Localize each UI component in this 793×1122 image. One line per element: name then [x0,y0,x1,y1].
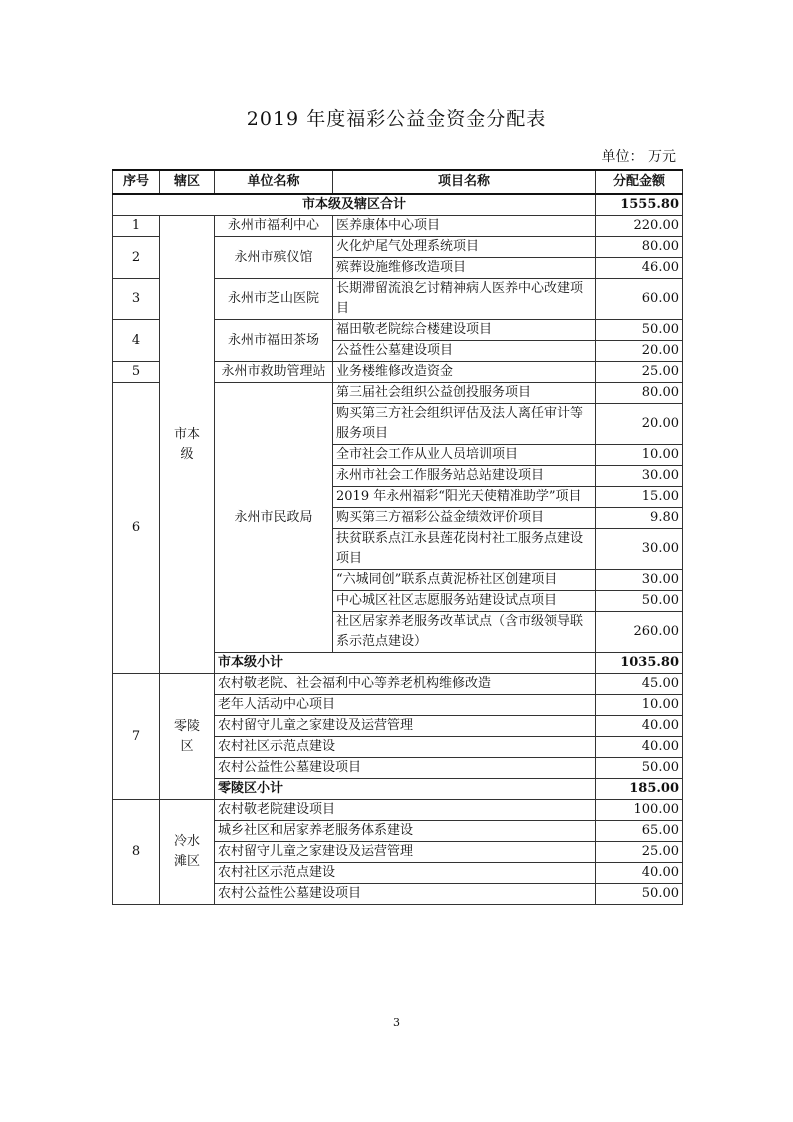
project-cell: “六城同创”联系点黄泥桥社区创建项目 [333,570,596,591]
project-cell: 购买第三方福彩公益金绩效评价项目 [333,508,596,529]
district-cell: 冷水 滩区 [160,800,215,905]
project-cell: 购买第三方社会组织评估及法人离任审计等服务项目 [333,404,596,445]
project-cell: 火化炉尾气处理系统项目 [333,237,596,258]
amount-cell: 50.00 [596,591,683,612]
table-row [113,674,683,695]
seq-cell: 4 [113,320,160,362]
project-cell: 城乡社区和居家养老服务体系建设 [215,821,596,842]
amount-cell: 50.00 [596,758,683,779]
amount-cell: 80.00 [596,237,683,258]
amount-cell: 25.00 [596,362,683,383]
project-cell: 老年人活动中心项目 [215,695,596,716]
header-district: 辖区 [160,170,215,194]
lingling-subtotal-amount: 185.00 [596,779,683,800]
project-cell: 农村敬老院、社会福利中心等养老机构维修改造 [215,674,596,695]
district-cell: 零陵 区 [160,674,215,800]
project-cell: 农村社区示范点建设 [215,737,596,758]
header-unit-name: 单位名称 [215,170,333,194]
lingling-subtotal-label: 零陵区小计 [215,779,596,800]
project-cell: 农村留守儿童之家建设及运营管理 [215,716,596,737]
unit-name-cell: 永州市芝山医院 [215,279,333,320]
amount-cell: 20.00 [596,341,683,362]
unit-name-cell: 永州市福田茶场 [215,320,333,362]
amount-cell: 50.00 [596,884,683,905]
amount-cell: 30.00 [596,529,683,570]
header-seq: 序号 [113,170,160,194]
amount-cell: 9.80 [596,508,683,529]
project-cell: 医养康体中心项目 [333,216,596,237]
amount-cell: 40.00 [596,863,683,884]
amount-cell: 220.00 [596,216,683,237]
seq-cell: 6 [113,383,160,674]
table-row [113,800,683,821]
amount-cell: 10.00 [596,445,683,466]
project-cell: 农村社区示范点建设 [215,863,596,884]
header-amount: 分配金额 [596,170,683,194]
grand-total-row [113,194,683,216]
district-cell: 市本 级 [160,216,215,674]
amount-cell: 46.00 [596,258,683,279]
grand-total-amount: 1555.80 [596,194,683,216]
table-header-row [113,170,683,194]
project-cell: 公益性公墓建设项目 [333,341,596,362]
seq-cell: 2 [113,237,160,279]
unit-name-cell: 永州市救助管理站 [215,362,333,383]
table-body [113,194,683,905]
project-cell: 长期滞留流浪乞讨精神病人医养中心改建项目 [333,279,596,320]
amount-cell: 65.00 [596,821,683,842]
seq-cell: 1 [113,216,160,237]
grand-total-label: 市本级及辖区合计 [113,194,596,216]
project-cell: 业务楼维修改造资金 [333,362,596,383]
amount-cell: 50.00 [596,320,683,341]
amount-cell: 40.00 [596,737,683,758]
seq-cell: 7 [113,674,160,800]
seq-cell: 3 [113,279,160,320]
amount-cell: 60.00 [596,279,683,320]
unit-name-cell: 永州市民政局 [215,383,333,653]
city-subtotal-amount: 1035.80 [596,653,683,674]
amount-cell: 25.00 [596,842,683,863]
project-cell: 扶贫联系点江永县莲花岗村社工服务点建设项目 [333,529,596,570]
project-cell: 2019 年永州福彩“阳光天使精准助学”项目 [333,487,596,508]
page-number: 3 [393,1016,400,1029]
amount-cell: 40.00 [596,716,683,737]
project-cell: 永州市社会工作服务站总站建设项目 [333,466,596,487]
project-cell: 福田敬老院综合楼建设项目 [333,320,596,341]
seq-cell: 8 [113,800,160,905]
header-project: 项目名称 [333,170,596,194]
city-subtotal-label: 市本级小计 [215,653,596,674]
project-cell: 社区居家养老服务改革试点（含市级领导联系示范点建设） [333,612,596,653]
project-cell: 中心城区社区志愿服务站建设试点项目 [333,591,596,612]
amount-cell: 10.00 [596,695,683,716]
unit-label: 单位： 万元 [601,149,676,165]
project-cell: 第三届社会组织公益创投服务项目 [333,383,596,404]
amount-cell: 30.00 [596,466,683,487]
project-cell: 农村公益性公墓建设项目 [215,758,596,779]
page-title: 2019 年度福彩公益金资金分配表 [246,108,547,130]
unit-name-cell: 永州市福利中心 [215,216,333,237]
amount-cell: 45.00 [596,674,683,695]
project-cell: 农村公益性公墓建设项目 [215,884,596,905]
amount-cell: 260.00 [596,612,683,653]
amount-cell: 80.00 [596,383,683,404]
project-cell: 全市社会工作从业人员培训项目 [333,445,596,466]
project-cell: 殡葬设施维修改造项目 [333,258,596,279]
amount-cell: 30.00 [596,570,683,591]
table-row [113,216,683,237]
amount-cell: 20.00 [596,404,683,445]
allocation-table [112,169,683,905]
project-cell: 农村敬老院建设项目 [215,800,596,821]
unit-name-cell: 永州市殡仪馆 [215,237,333,279]
project-cell: 农村留守儿童之家建设及运营管理 [215,842,596,863]
amount-cell: 100.00 [596,800,683,821]
seq-cell: 5 [113,362,160,383]
amount-cell: 15.00 [596,487,683,508]
